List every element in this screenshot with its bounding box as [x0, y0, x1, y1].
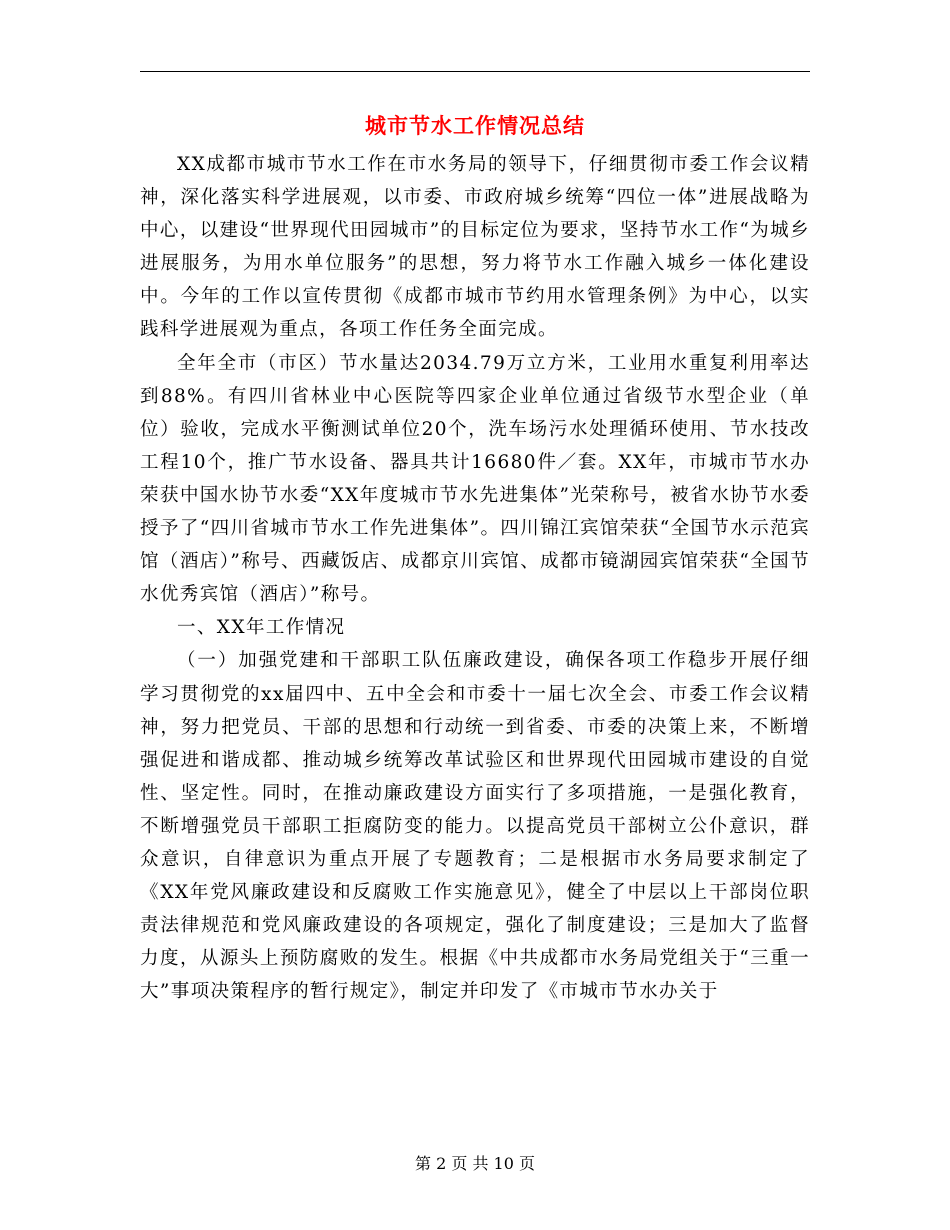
document-title: 城市节水工作情况总结	[365, 114, 585, 138]
paragraph-party-building: （一）加强党建和干部职工队伍廉政建设，确保各项工作稳步开展仔细学习贯彻党的xx届四中、五中全会和市委十一届七次全会、市委工作会议精神，努力把党员、干部的思想和行动统一到省委、市委的决策上来，不断增强促进和谐成都、推动城乡统筹改革试验区和世界现代田园城市建设的自觉性、坚定性。同时，在推动廉政建设方面实行了多项措施，一是强化教育，不断增强党员干部职工拒腐防变的能力。以提高党员干部树立公仆意识，群众意识，自律意识为重点开展了专题教育；二是根据市水务局要求制定了《XX年党风廉政建设和反腐败工作实施意见》，健全了中层以上干部岗位职责法律规范和党风廉政建设的各项规定，强化了制度建设；三是加大了监督力度，从源头上预防腐败的发生。根据《中共成都市水务局党组关于“三重一大”事项决策程序的暂行规定》，制定并印发了《市城市节水办关于	[140, 650, 810, 1003]
paragraph-annual-results: 全年全市（市区）节水量达2034.79万立方米，工业用水重复利用率达到88%。有四川省林业中心医院等四家企业单位通过省级节水型企业（单位）验收，完成水平衡测试单位20个，洗车场污水处理循环使用、节水技改工程10个，推广节水设备、器具共计16680件／套。XX年，市城市节水办荣获中国水协节水委“XX年度城市节水先进集体”光荣称号，被省水协节水委授予了“四川省城市节水工作先进集体”。四川锦江宾馆荣获“全国节水示范宾馆（酒店）”称号、西藏饭店、成都京川宾馆、成都市镜湖园宾馆荣获“全国节水优秀宾馆（酒店）”称号。	[140, 352, 810, 606]
paragraph-intro: XX成都市城市节水工作在市水务局的领导下，仔细贯彻市委工作会议精神，深化落实科学进展观，以市委、市政府城乡统筹“四位一体”进展战略为中心，以建设“世界现代田园城市”的目标定位为要求，坚持节水工作“为城乡进展服务，为用水单位服务”的思想，努力将节水工作融入城乡一体化建设中。今年的工作以宣传贯彻《成都市城市节约用水管理条例》为中心，以实践科学进展观为重点，各项工作任务全面完成。	[140, 154, 810, 341]
page-footer: 第 2 页 共 10 页	[415, 1154, 535, 1173]
document-body	[140, 148, 810, 1008]
header-rule	[140, 71, 810, 72]
section-heading: 一、XX年工作情况	[177, 617, 346, 639]
